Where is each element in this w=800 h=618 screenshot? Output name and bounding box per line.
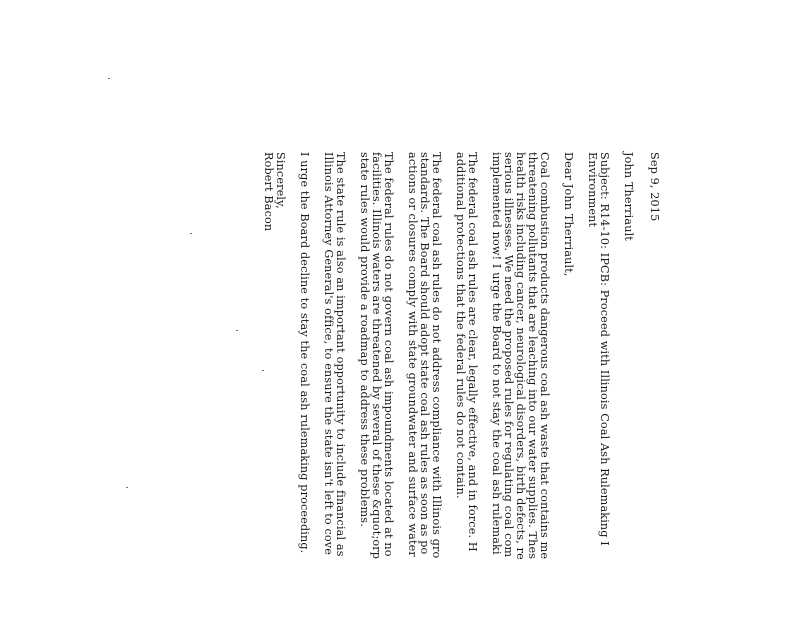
paragraph-4-line-1: The federal rules do not govern coal ash impoundments located at no xyxy=(382,152,395,557)
paragraph-1-line-3: health risks including cancer, neurological disorders, birth defects, re xyxy=(514,152,527,560)
scan-speck xyxy=(190,233,192,234)
paragraph-4-line-2: facilities. Illinois waters are threatened by several of these &quot;orp xyxy=(370,152,383,560)
letter-recipient: John Therriault xyxy=(622,152,635,241)
paragraph-2-line-1: The federal coal ash rules are clear, legally effective, and in force. H xyxy=(466,152,479,552)
scan-speck xyxy=(108,78,110,79)
paragraph-1-line-1: Coal combustion products dangerous coal ash waste that contains me xyxy=(538,152,551,560)
paragraph-4-line-3: state rules would provide a roadmap to address these problems. xyxy=(358,152,371,527)
paragraph-3-line-3: actions or closures comply with state groundwater and surface water xyxy=(406,152,419,557)
paragraph-3-line-1: The federal coal ash rules do not address compliance with Illinois gro xyxy=(430,152,443,559)
letter-salutation: Dear John Therriault, xyxy=(562,152,575,277)
letter-subject-line-1: Subject: R14-10: IPCB: Proceed with Illinois Coal Ash Rulemaking I xyxy=(598,152,611,546)
scan-speck xyxy=(236,330,238,331)
paragraph-2-line-2: additional protections that the federal rules do not contain. xyxy=(454,152,467,499)
paragraph-1-line-5: implemented now! I urge the Board to not stay the coal ash rulemaki xyxy=(490,152,503,555)
paragraph-5-line-1: The state rule is also an important opportunity to include financial as xyxy=(334,152,347,557)
paragraph-6-line-1: I urge the Board decline to stay the coal ash rulemaking proceeding. xyxy=(298,152,311,554)
scan-speck xyxy=(262,370,264,371)
paragraph-1-line-2: threatening pollutants that are leaching into our water supplies. Thes xyxy=(526,152,539,560)
paragraph-3-line-2: standards. The Board should adopt state coal ash rules as soon as po xyxy=(418,152,431,555)
paragraph-5-line-2: Illinois Attorney General's office, to ensure the state isn't left to cove xyxy=(322,152,335,555)
paragraph-1-line-4: serious illnesses. We need the proposed rules for regulating coal com xyxy=(502,152,515,558)
letter-date: Sep 9, 2015 xyxy=(648,152,661,222)
letter-signature: Robert Bacon xyxy=(262,152,275,232)
letter-closing: Sincerely, xyxy=(274,152,287,209)
scan-speck xyxy=(126,487,128,488)
letter-subject-line-2: Environment xyxy=(586,152,599,228)
rotated-letter xyxy=(140,0,660,618)
